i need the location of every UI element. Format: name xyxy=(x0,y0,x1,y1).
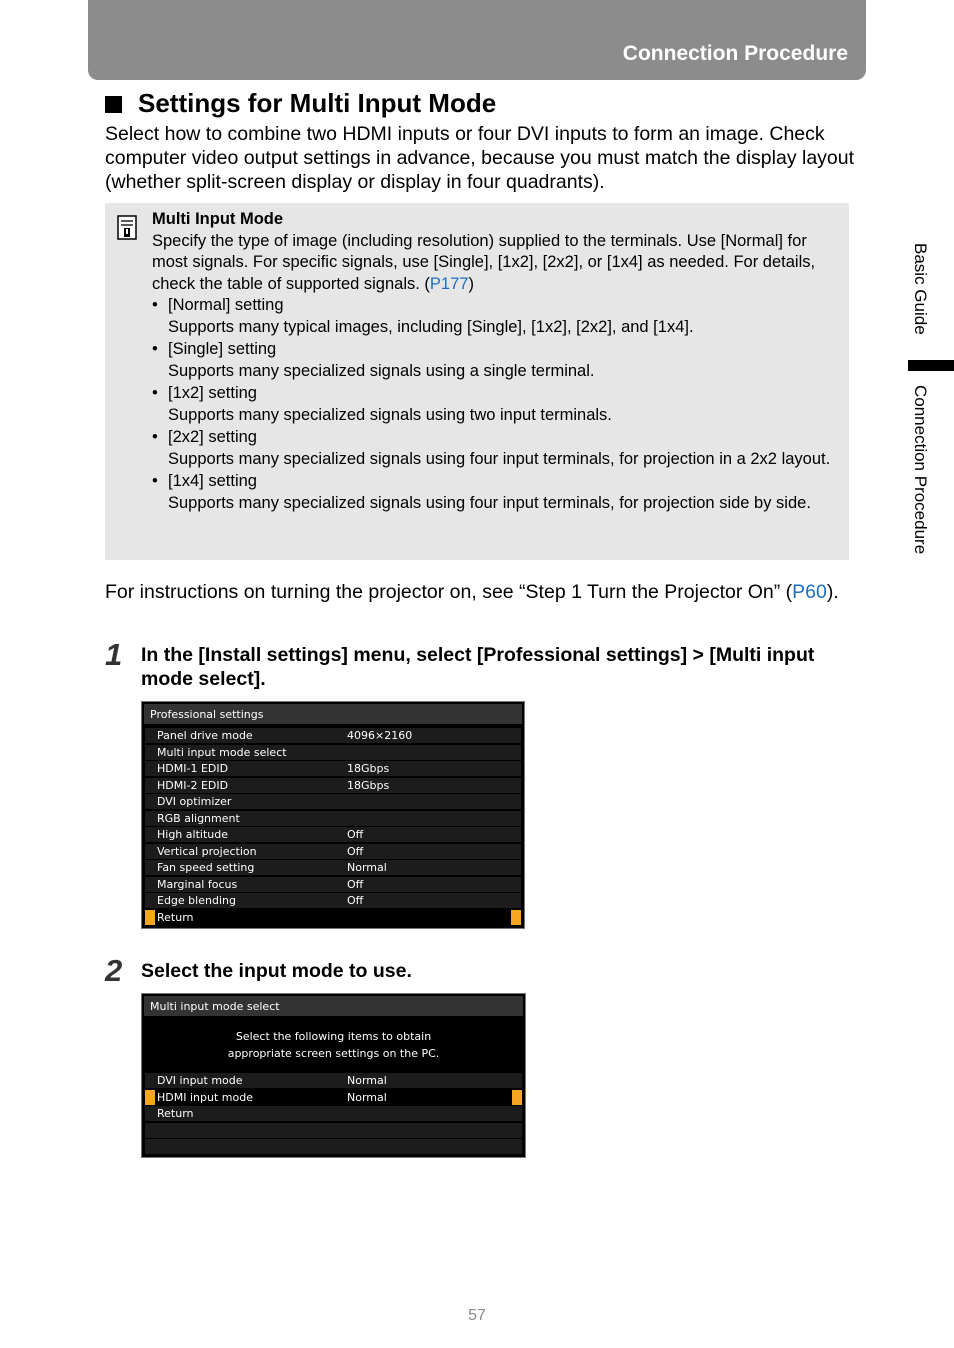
osd-row-value: 4096×2160 xyxy=(347,729,413,742)
page-number: 57 xyxy=(468,1307,486,1324)
osd-row-value: Normal xyxy=(347,1074,387,1087)
osd-row-label: HDMI input mode xyxy=(157,1090,253,1104)
note-bullet-list xyxy=(152,295,842,514)
side-tab-connection-procedure[interactable]: Connection Procedure xyxy=(911,385,930,555)
osd-row-label: Edge blending xyxy=(157,894,236,907)
step-number: 1 xyxy=(105,637,123,672)
osd-row-label: RGB alignment xyxy=(157,811,240,825)
osd-message xyxy=(142,1028,525,1062)
osd-row-value: Normal xyxy=(347,1090,387,1104)
instruction-close: ). xyxy=(826,581,839,603)
note-link-p177[interactable]: P177 xyxy=(429,274,469,293)
note-body-close: ) xyxy=(468,274,474,293)
note-content xyxy=(152,209,842,515)
osd-row-label: HDMI-2 EDID xyxy=(157,778,229,792)
osd-title: Professional settings xyxy=(144,704,522,724)
osd-row-value: Off xyxy=(347,894,364,907)
header-bar xyxy=(88,0,866,80)
instruction-link-p60[interactable]: P60 xyxy=(792,581,827,603)
osd-row xyxy=(145,827,521,842)
osd-row xyxy=(145,745,521,760)
bullet-desc: Supports many specialized signals using a single terminal. xyxy=(168,361,595,380)
step-text: Select the input mode to use. xyxy=(141,960,412,982)
bullet-dot-icon: • xyxy=(152,428,158,446)
bullet-dot-icon: • xyxy=(152,296,158,314)
square-bullet-icon xyxy=(105,96,122,113)
side-tab-basic-guide[interactable]: Basic Guide xyxy=(911,243,930,335)
osd-row xyxy=(145,794,521,809)
osd-row-value: 18Gbps xyxy=(347,778,390,792)
osd-row-label: Multi input mode select xyxy=(157,745,287,759)
bullet-dot-icon: • xyxy=(152,340,158,358)
osd-row-label: Panel drive mode xyxy=(157,729,253,742)
osd-row-selected xyxy=(145,1090,522,1105)
osd-row-value: Normal xyxy=(347,861,387,874)
osd-row xyxy=(145,860,521,875)
note-bullet-2x2 xyxy=(152,427,842,470)
osd-row-selected xyxy=(145,910,521,925)
osd-title: Multi input mode select xyxy=(144,996,523,1016)
osd-row-label: DVI input mode xyxy=(157,1074,243,1087)
osd-row xyxy=(145,1073,522,1088)
note-box xyxy=(105,203,849,560)
bullet-title: [2x2] setting xyxy=(168,428,257,446)
osd-row-label: Return xyxy=(157,1107,194,1120)
osd-row-empty xyxy=(145,1139,522,1154)
osd-message-line: appropriate screen settings on the PC. xyxy=(227,1047,440,1060)
section-heading xyxy=(105,88,496,119)
osd-row-label: Return xyxy=(157,910,194,924)
osd-row-label: Vertical projection xyxy=(157,844,257,858)
bullet-title: [1x2] setting xyxy=(168,384,257,402)
osd-row-value: Off xyxy=(347,828,364,841)
bullet-desc: Supports many specialized signals using four input terminals, for projection in a 2x2 layout. xyxy=(168,449,831,468)
multi-input-mode-screen xyxy=(141,993,526,1158)
bullet-title: [1x4] setting xyxy=(168,472,257,490)
professional-settings-screen xyxy=(141,701,525,929)
osd-row-label: HDMI-1 EDID xyxy=(157,762,229,775)
osd-row xyxy=(145,728,521,743)
bullet-desc: Supports many specialized signals using two input terminals. xyxy=(168,405,612,424)
note-bullet-normal xyxy=(152,295,842,338)
bullet-title: [Normal] setting xyxy=(168,296,284,314)
note-bullet-single xyxy=(152,339,842,382)
osd-row-empty xyxy=(145,1123,522,1138)
osd-row-label: Marginal focus xyxy=(157,877,238,891)
osd-row-value: Off xyxy=(347,844,364,858)
osd-row-label: High altitude xyxy=(157,828,228,841)
note-title: Multi Input Mode xyxy=(152,210,284,228)
osd-row xyxy=(145,893,521,908)
header-title: Connection Procedure xyxy=(622,42,848,65)
bullet-desc: Supports many typical images, including [Single], [1x2], [2x2], and [1x4]. xyxy=(168,317,694,336)
osd-row xyxy=(145,811,521,826)
note-body-text: Specify the type of image (including resolution) supplied to the terminals. Use [Normal] for most signals. For specific signals, use [Single], [1x2], [2x2], or [1x4] as needed. For details, check the table of supported signals. ( xyxy=(152,231,816,293)
bullet-desc: Supports many specialized signals using four input terminals, for projection side by side. xyxy=(168,493,811,512)
osd-row-value: 18Gbps xyxy=(347,762,390,775)
bullet-dot-icon: • xyxy=(152,472,158,490)
note-icon xyxy=(117,215,139,246)
bullet-dot-icon: • xyxy=(152,384,158,402)
osd-row-label: Fan speed setting xyxy=(157,861,255,874)
note-bullet-1x2 xyxy=(152,383,842,426)
step-text: In the [Install settings] menu, select [Professional settings] > [Multi input mode select]. xyxy=(141,644,815,690)
intro-paragraph: Select how to combine two HDMI inputs or four DVI inputs to form an image. Check computer video output settings in advance, because you must match the display layout (whether split-screen display or display in four quadrants). xyxy=(105,123,855,193)
instruction-text: For instructions on turning the projector on, see “Step 1 Turn the Projector On” ( xyxy=(105,581,793,603)
instruction-paragraph xyxy=(105,580,855,604)
osd-row xyxy=(145,844,521,859)
osd-row-value: Off xyxy=(347,877,364,891)
osd-row xyxy=(145,778,521,793)
osd-row xyxy=(145,877,521,892)
osd-row xyxy=(145,761,521,776)
step-number: 2 xyxy=(105,953,123,988)
osd-row xyxy=(145,1106,522,1121)
bullet-title: [Single] setting xyxy=(168,340,277,358)
osd-row-label: DVI optimizer xyxy=(157,795,232,808)
osd-message-line: Select the following items to obtain xyxy=(235,1030,432,1043)
note-body xyxy=(152,231,842,296)
side-tab-active-marker xyxy=(908,360,954,371)
section-heading-text: Settings for Multi Input Mode xyxy=(138,88,497,118)
note-bullet-1x4 xyxy=(152,471,842,514)
